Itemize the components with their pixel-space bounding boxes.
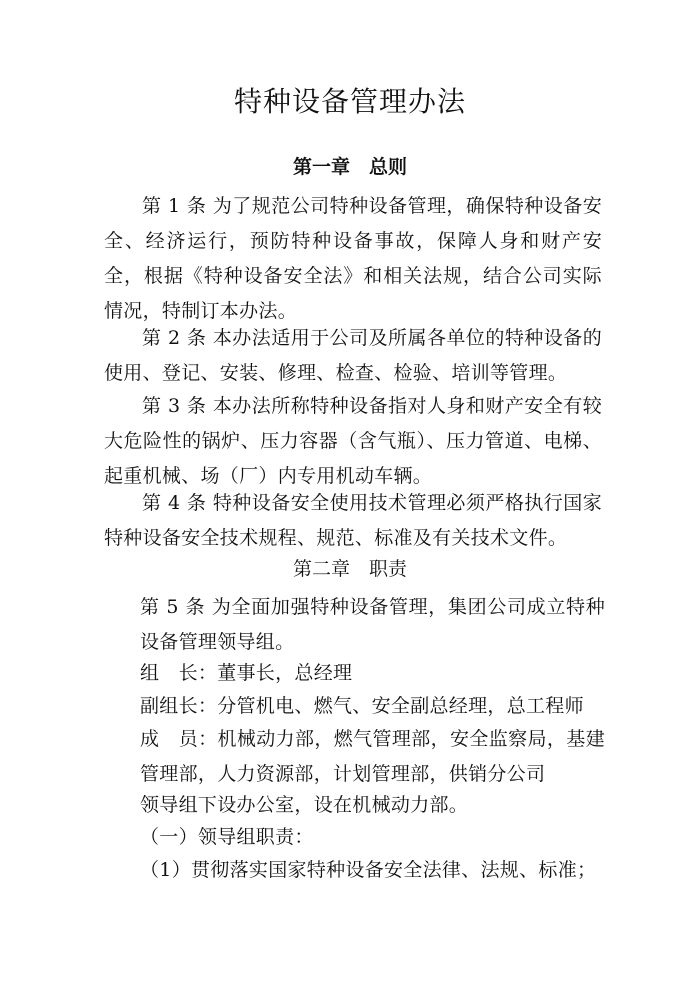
leader-label: 组 长： bbox=[140, 662, 218, 684]
deputy-line bbox=[140, 689, 605, 724]
chapter-1-heading bbox=[0, 152, 700, 182]
document-title: 特种设备管理办法 bbox=[233, 85, 466, 118]
chapter-1-number: 第一章 bbox=[292, 156, 350, 178]
members-line bbox=[140, 722, 605, 792]
deputy-value: 分管机电、燃气、安全副总经理，总工程师 bbox=[217, 695, 584, 717]
office-line: 领导组下设办公室，设在机械动力部。 bbox=[140, 794, 469, 816]
chapter-2-name: 职责 bbox=[369, 558, 408, 580]
duty-1: （1）贯彻落实国家特种设备安全法律、法规、标准； bbox=[140, 859, 597, 881]
article-4: 第 4 条 特种设备安全使用技术管理必须严格执行国家特种设备安全技术规程、规范、标准及有关技术文件。 bbox=[104, 492, 602, 549]
section-1-heading: （一）领导组职责： bbox=[140, 826, 314, 848]
chapter-2-number: 第二章 bbox=[292, 558, 350, 580]
deputy-label: 副组长： bbox=[140, 695, 218, 717]
article-5: 第 5 条 为全面加强特种设备管理，集团公司成立特种设备管理领导组。 bbox=[140, 596, 605, 653]
members-label: 成 员： bbox=[140, 728, 218, 750]
chapter-2-heading bbox=[0, 554, 700, 584]
leader-line bbox=[140, 656, 605, 691]
chapter-1-name: 总则 bbox=[369, 156, 408, 178]
article-3: 第 3 条 本办法所称特种设备指对人身和财产安全有较大危险性的锅炉、压力容器（含气瓶）、压力管道、电梯、起重机械、场（厂）内专用机动车辆。 bbox=[104, 395, 602, 487]
article-1: 第 1 条 为了规范公司特种设备管理，确保特种设备安全、经济运行，预防特种设备事故，保障人身和财产安全，根据《特种设备安全法》和相关法规，结合公司实际情况，特制订本办法。 bbox=[104, 195, 602, 322]
members-value: 机械动力部，燃气管理部，安全监察局，基建管理部，人力资源部，计划管理部，供销分公司 bbox=[140, 728, 605, 785]
article-2: 第 2 条 本办法适用于公司及所属各单位的特种设备的使用、登记、安装、修理、检查、检验、培训等管理。 bbox=[104, 327, 602, 384]
leader-value: 董事长，总经理 bbox=[217, 662, 353, 684]
